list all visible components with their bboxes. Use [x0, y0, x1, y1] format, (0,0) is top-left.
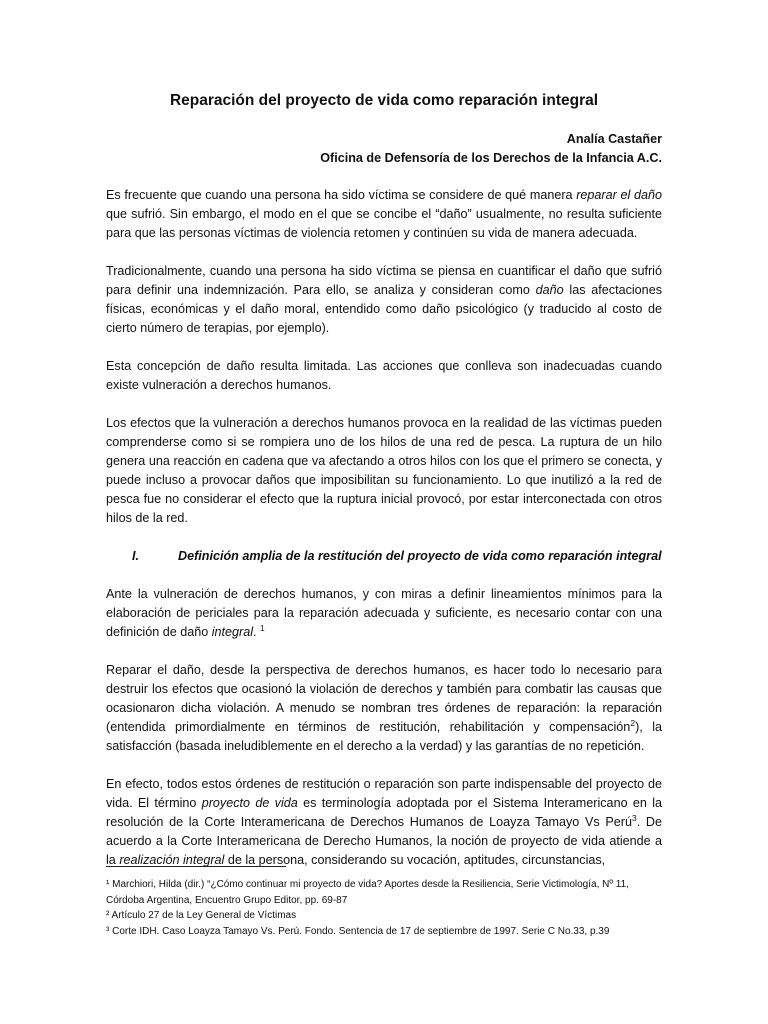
paragraph-4: Los efectos que la vulneración a derechos humanos provoca en la realidad de las víctimas pueden comprenderse como si se rompiera uno de los hilos de una red de pesca. La ruptura de un hilo genera una reacción en cadena que va afectando a otros hilos con los que el primero se conecta, y puede incluso a provocar daños que imposibilitan su funcionamiento. Lo que inutilizó a la red de pesca fue no considerar el efecto que la ruptura inicial provocó, por estar interconectada con otros hilos de la red.: [106, 416, 662, 525]
footnote-3: ³ Corte IDH. Caso Loayza Tamayo Vs. Perú. Fondo. Sentencia de 17 de septiembre de 1997. Serie C No.33, p.39: [106, 925, 610, 937]
footnote-ref-3[interactable]: 3: [631, 812, 637, 823]
section-heading: [106, 547, 662, 566]
footnotes: [106, 866, 662, 939]
author-organization: Oficina de Defensoría de los Derechos de la Infancia A.C.: [320, 151, 662, 165]
footnote-ref-2[interactable]: 2: [630, 717, 636, 728]
footnote-divider: [106, 866, 286, 867]
paragraph-7: En efecto, todos estos órdenes de restitución o reparación son parte indispensable del proyecto de vida. El término proyecto de vida es terminología adoptada por el Sistema Interamericano en la resolución de la Corte Interamericana de Derechos Humanos de Loayza Tamayo Vs Perú$^3$. De acuerdo a la Corte Interamericana de Derecho Humanos, la noción de proyecto de vida atiende a la realización integral de la persona, considerando su vocación, aptitudes, circunstancias,: [106, 777, 663, 867]
paragraph-2: Tradicionalmente, cuando una persona ha sido víctima se piensa en cuantificar el daño que sufrió para definir una indemnización. Para ello, se analiza y consideran como daño las afectaciones físicas, económicas y el daño moral, entendido como daño psicológico (y traducido al costo de cierto número de terapias, por ejemplo).: [106, 264, 662, 335]
section-title: Definición amplia de la restitución del proyecto de vida como reparación integral: [178, 549, 662, 563]
paragraph-3: Esta concepción de daño resulta limitada. Las acciones que conlleva son inadecuadas cuando existe vulneración a derechos humanos.: [106, 359, 662, 392]
footnote-ref-1[interactable]: 1: [260, 622, 265, 633]
document-title: Reparación del proyecto de vida como reparación integral: [169, 92, 599, 109]
footnote-1: ¹ Marchiori, Hilda (dir.) “¿Cómo continuar mi proyecto de vida? Aportes desde la Resiliencia, Serie Victimología, Nº 11, Córdoba Argentina, Encuentro Grupo Editor, pp. 69-87: [106, 879, 629, 906]
paragraph-1: Es frecuente que cuando una persona ha sido víctima se considere de qué manera reparar el daño que sufrió. Sin embargo, el modo en el que se concibe el “daño” usualmente, no resulta suficiente para que las personas víctimas de violencia retomen y continúen su vida de manera adecuada.: [106, 188, 662, 240]
author-name: Analía Castañer: [566, 132, 662, 146]
section-number: I.: [132, 549, 139, 563]
paragraph-6: Reparar el daño, desde la perspectiva de derechos humanos, es hacer todo lo necesario para destruir los efectos que ocasionó la violación de derechos y también para combatir las causas que ocasionaron dicha violación. A menudo se nombran tres órdenes de reparación: la reparación (entendida primordialmente en términos de restitución, rehabilitación y compensación$^2$), la satisfacción (basada ineludiblemente en el derecho a la verdad) y las garantías de no repetición.: [106, 663, 663, 753]
footnote-2: ² Artículo 27 de la Ley General de Víctimas: [106, 910, 297, 921]
paragraph-5: Ante la vulneración de derechos humanos, y con miras a definir lineamientos mínimos para la elaboración de periciales para la reparación adecuada y suficiente, es necesario contar con una definición de daño integral. $^1$: [106, 587, 662, 639]
